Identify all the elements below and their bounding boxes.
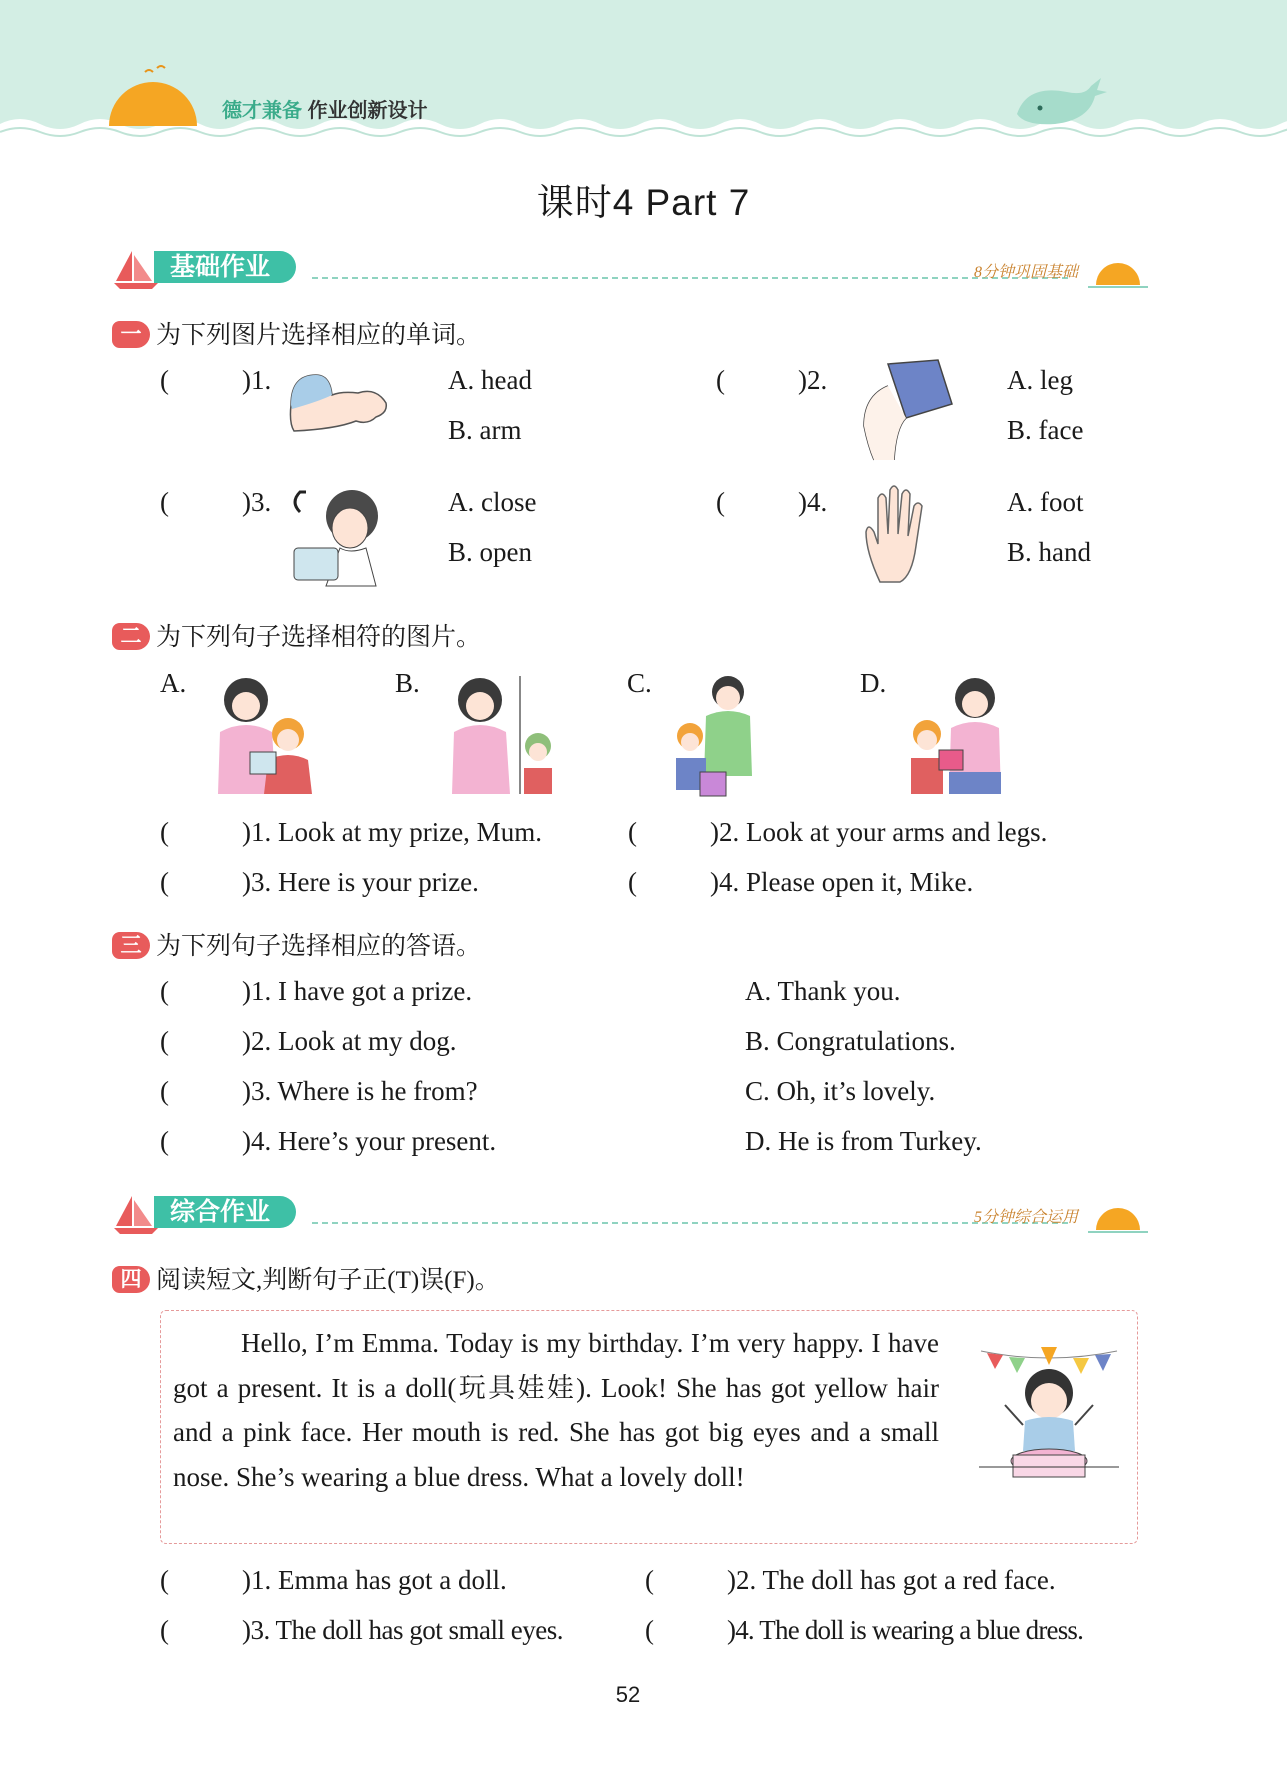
- divider: [312, 277, 1068, 279]
- item-text: )3. Here is your prize.: [242, 867, 479, 897]
- s4-item1: [160, 1565, 507, 1596]
- s2-item1: [160, 817, 542, 848]
- item-text: )3. Where is he from?: [242, 1076, 478, 1106]
- answer-blank[interactable]: (: [160, 867, 169, 897]
- banner-label: 综合作业: [154, 1196, 296, 1228]
- answer-blank[interactable]: (: [160, 1076, 169, 1106]
- s1-item1: [160, 365, 271, 396]
- picture-b-mum-at-door: [440, 672, 555, 796]
- s1-item2: [716, 365, 827, 396]
- picture-label-b: B.: [395, 668, 420, 698]
- section4-heading: [112, 1260, 500, 1296]
- divider: [312, 1222, 1068, 1224]
- item-number: )4.: [798, 487, 828, 517]
- s3-item4: [160, 1126, 496, 1157]
- answer-blank[interactable]: (: [716, 365, 725, 395]
- item-text: )1. Emma has got a doll.: [242, 1565, 507, 1595]
- section3-heading: [112, 926, 481, 962]
- s4-item4: [645, 1615, 1083, 1646]
- sunset-icon: [105, 62, 201, 128]
- item-text: )2. Look at your arms and legs.: [710, 817, 1048, 847]
- answer-blank[interactable]: (: [160, 1026, 169, 1056]
- section2-heading: [112, 617, 481, 653]
- s1-item1-option-a: A. head: [448, 365, 532, 395]
- s1-item4: [716, 487, 827, 518]
- arm-icon: [285, 365, 390, 445]
- sun-icon: [1088, 1200, 1148, 1234]
- item-number: )2.: [798, 365, 828, 395]
- s1-item3-option-a: A. close: [448, 487, 537, 517]
- item-text: )2. The doll has got a red face.: [727, 1565, 1056, 1595]
- whale-icon: [1012, 74, 1112, 134]
- picture-label-a: A.: [160, 668, 187, 698]
- s3-item1: [160, 976, 472, 1007]
- answer-blank[interactable]: (: [160, 1126, 169, 1156]
- section-number: 三: [112, 932, 150, 959]
- section-title: 为下列句子选择相符的图片。: [156, 624, 482, 651]
- picture-a-mum-and-boy: [210, 672, 320, 796]
- reading-passage-box: [160, 1310, 1138, 1544]
- s1-item3-option-b: B. open: [448, 537, 532, 567]
- item-number: )1.: [242, 365, 272, 395]
- s2-item3: [160, 867, 479, 898]
- time-note: 8分钟巩固基础: [973, 264, 1078, 281]
- open-box-icon: [290, 482, 390, 588]
- section-number: 一: [112, 321, 150, 348]
- answer-blank[interactable]: (: [645, 1565, 654, 1595]
- s1-item1-option-b: B. arm: [448, 415, 522, 445]
- item-text: )4. Here’s your present.: [242, 1126, 497, 1156]
- answer-blank[interactable]: (: [628, 817, 637, 847]
- section-title: 为下列句子选择相应的答语。: [156, 933, 482, 960]
- picture-label-d: D.: [860, 668, 887, 698]
- section-number: 四: [112, 1266, 150, 1293]
- answer-blank[interactable]: (: [160, 817, 169, 847]
- item-text: )4. Please open it, Mike.: [710, 867, 974, 897]
- page-title: 课时4 Part 7: [536, 182, 751, 223]
- s1-item2-option-a: A. leg: [1007, 365, 1073, 395]
- sailboat-icon: [112, 1192, 160, 1236]
- item-text: )1. Look at my prize, Mum.: [242, 817, 542, 847]
- section-title: 为下列图片选择相应的单词。: [156, 322, 482, 349]
- sailboat-icon: [112, 247, 160, 291]
- s3-answer-a: A. Thank you.: [745, 976, 901, 1006]
- answer-blank[interactable]: (: [160, 487, 169, 517]
- s1-item4-option-a: A. foot: [1007, 487, 1084, 517]
- answer-blank[interactable]: (: [716, 487, 725, 517]
- answer-blank[interactable]: (: [628, 867, 637, 897]
- comprehensive-homework-banner: [112, 1192, 1148, 1236]
- s4-item3: [160, 1615, 563, 1646]
- s3-answer-b: B. Congratulations.: [745, 1026, 956, 1056]
- picture-d-boy-gives-present: [905, 672, 1010, 796]
- item-text: )2. Look at my dog.: [242, 1026, 457, 1056]
- basic-homework-banner: [112, 247, 1148, 291]
- brand-title: [222, 94, 428, 123]
- s1-item3: [160, 487, 271, 518]
- s2-item4: [628, 867, 973, 898]
- page-header: [0, 0, 1287, 150]
- time-note: 5分钟综合运用: [973, 1209, 1078, 1226]
- s2-item2: [628, 817, 1047, 848]
- answer-blank[interactable]: (: [160, 1615, 169, 1645]
- s1-item2-option-b: B. face: [1007, 415, 1084, 445]
- picture-c-dad-and-boy: [670, 672, 780, 800]
- page-number: 52: [615, 1682, 641, 1707]
- section-number: 二: [112, 623, 150, 650]
- answer-blank[interactable]: (: [160, 1565, 169, 1595]
- hand-icon: [860, 482, 944, 590]
- s4-item2: [645, 1565, 1056, 1596]
- s3-answer-c: C. Oh, it’s lovely.: [745, 1076, 936, 1106]
- section1-heading: [112, 315, 481, 351]
- brand-part1: 德才兼备: [222, 100, 302, 122]
- s3-item2: [160, 1026, 456, 1057]
- leg-icon: [858, 356, 958, 462]
- sun-icon: [1088, 255, 1148, 289]
- s1-item4-option-b: B. hand: [1007, 537, 1091, 567]
- birthday-girl-icon: [979, 1343, 1119, 1491]
- passage-text: Hello, I’m Emma. Today is my birthday. I’m very happy. I have got a present. It is a doll(玩具娃娃). Look! She has got yellow hair and a pink face. Her mouth is red. She has got big eyes and a small nose. She’s wearing a blue dress. What a lovely doll!: [173, 1328, 939, 1492]
- answer-blank[interactable]: (: [645, 1615, 654, 1645]
- s3-item3: [160, 1076, 478, 1107]
- item-text: )3. The doll has got small eyes.: [242, 1615, 563, 1645]
- banner-label: 基础作业: [154, 251, 296, 283]
- item-text: )4. The doll is wearing a blue dress.: [727, 1615, 1084, 1645]
- section-title: 阅读短文,判断句子正(T)误(F)。: [156, 1267, 500, 1294]
- s3-answer-d: D. He is from Turkey.: [745, 1126, 982, 1156]
- answer-blank[interactable]: (: [160, 365, 169, 395]
- brand-part2: 作业创新设计: [307, 100, 428, 122]
- item-number: )3.: [242, 487, 272, 517]
- picture-label-c: C.: [627, 668, 652, 698]
- answer-blank[interactable]: (: [160, 976, 169, 1006]
- item-text: )1. I have got a prize.: [242, 976, 473, 1006]
